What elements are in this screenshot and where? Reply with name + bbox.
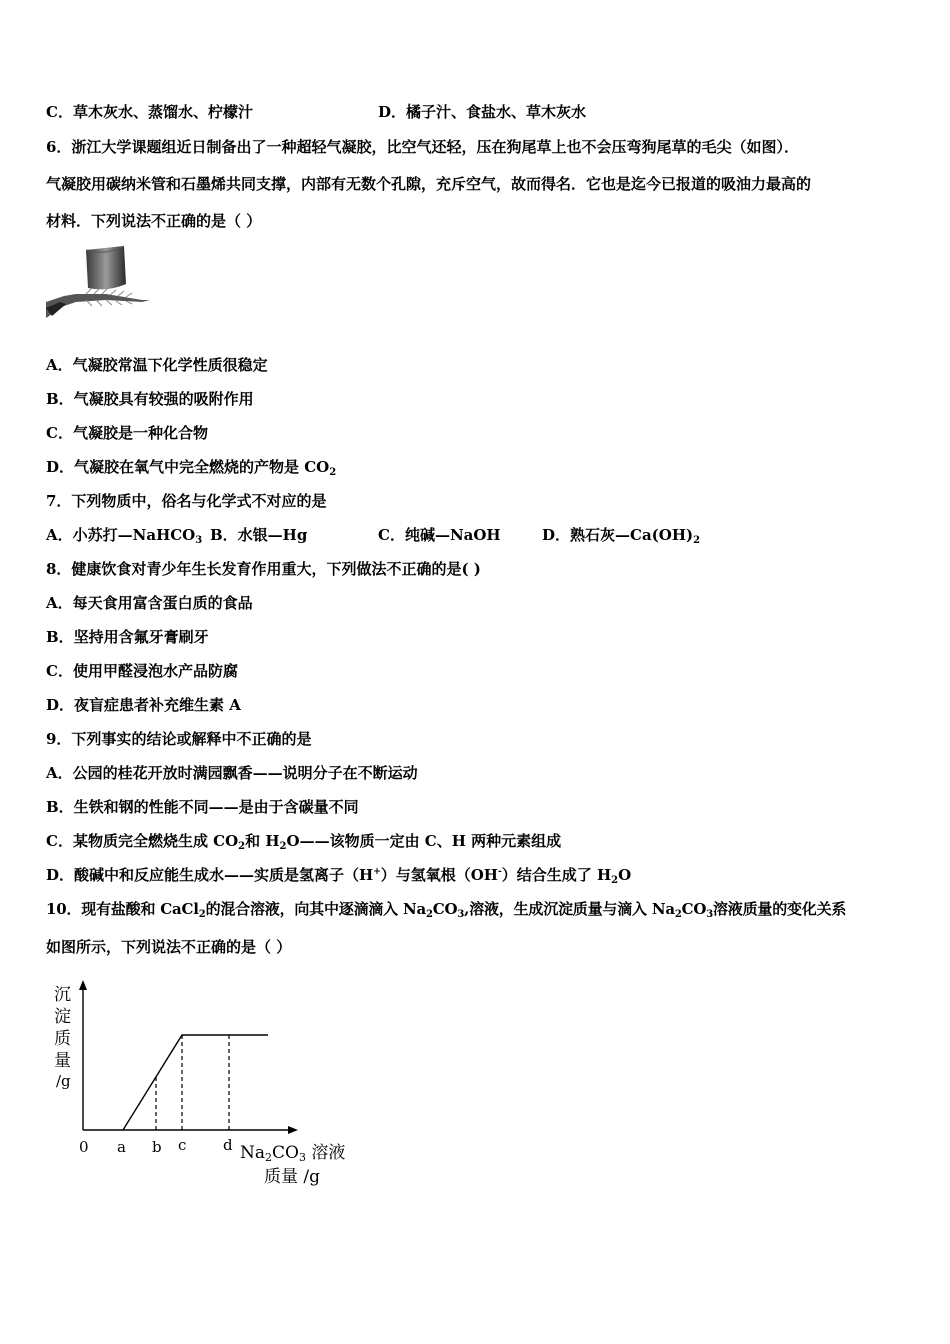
x-axis-label-line2: 质量 /g	[264, 1167, 321, 1187]
precipitate-mass-graph	[40, 980, 370, 1195]
y-axis-arrow	[79, 980, 87, 990]
q8-option-d: D．夜盲症患者补充维生素 A	[46, 696, 241, 714]
q9-option-c: C．某物质完全燃烧生成 $CO_2$和 $H_2O——$该物质一定由 C、H 两种元素组成	[46, 832, 562, 852]
q9-option-d: D．酸碱中和反应能生成水——实质是氢离子（H+）与氢氧根（OH-）结合生成了 $H_2O$	[46, 866, 632, 886]
q9-stem: 9．下列事实的结论或解释中不正确的是	[46, 730, 312, 748]
q7-option-b: B．水银—Hg	[210, 526, 308, 544]
precipitate-curve	[123, 1035, 268, 1130]
tick-label-a: a	[117, 1138, 126, 1156]
y-label-char-2: 淀	[54, 1007, 71, 1027]
x-axis-label-line1: Na2CO3 溶液	[240, 1143, 346, 1164]
origin-label: 0	[79, 1138, 89, 1156]
q6-stem-line3: 材料．下列说法不正确的是（ ）	[46, 212, 262, 230]
q8-option-b: B．坚持用含氟牙膏刷牙	[46, 628, 209, 646]
q10-stem-line1: 10．现有盐酸和 CaCl$_2$的混合溶液，向其中逐滴滴入 $Na_2CO_3$,溶液，生成沉淀质量与滴入 $Na_2CO_3$溶液质量的变化关系	[46, 900, 847, 920]
q6-option-a: A．气凝胶常温下化学性质很稳定	[46, 356, 268, 374]
q6-option-c: C．气凝胶是一种化合物	[46, 424, 208, 442]
q6-stem-line1: 6．浙江大学课题组近日制备出了一种超轻气凝胶，比空气还轻，压在狗尾草上也不会压弯狗尾草的毛尖（如图）．	[46, 138, 799, 156]
q7-stem: 7．下列物质中，俗名与化学式不对应的是	[46, 492, 327, 510]
q8-stem: 8．健康饮食对青少年生长发育作用重大，下列做法不正确的是( )	[46, 560, 481, 578]
q9-option-b: B．生铁和钢的性能不同——是由于含碳量不同	[46, 798, 359, 816]
tick-label-c: c	[178, 1136, 187, 1154]
q5-option-c: C．草木灰水、蒸馏水、柠檬汁	[46, 103, 253, 121]
q6-stem-line2: 气凝胶用碳纳米管和石墨烯共同支撑，内部有无数个孔隙，充斥空气，故而得名．它也是迄今已报道的吸油力最高的	[46, 175, 812, 193]
q5-option-d: D．橘子汁、食盐水、草木灰水	[378, 103, 587, 121]
q6-option-b: B．气凝胶具有较强的吸附作用	[46, 390, 254, 408]
tick-label-d: d	[223, 1136, 233, 1154]
q7-option-c: C．纯碱—NaOH	[378, 526, 501, 544]
q9-option-a: A．公园的桂花开放时满园飘香——说明分子在不断运动	[46, 764, 418, 782]
y-label-unit: /g	[56, 1072, 71, 1090]
y-label-char-1: 沉	[54, 985, 71, 1005]
q7-option-d: D．熟石灰$—Ca(OH)_2$	[542, 526, 701, 546]
aerogel-on-grass-image	[46, 244, 150, 322]
q7-option-a: A．小苏打—NaHCO$_3$	[46, 526, 203, 546]
q8-option-c: C．使用甲醛浸泡水产品防腐	[46, 662, 238, 680]
q6-option-d: D．气凝胶在氧气中完全燃烧的产物是 $CO_2$	[46, 458, 337, 478]
y-label-char-4: 量	[54, 1051, 71, 1071]
q8-option-a: A．每天食用富含蛋白质的食品	[46, 594, 253, 612]
y-label-char-3: 质	[54, 1029, 71, 1049]
x-axis-arrow	[288, 1126, 298, 1134]
q10-stem-line2: 如图所示，下列说法不正确的是（ ）	[46, 938, 292, 956]
tick-label-b: b	[152, 1138, 162, 1156]
